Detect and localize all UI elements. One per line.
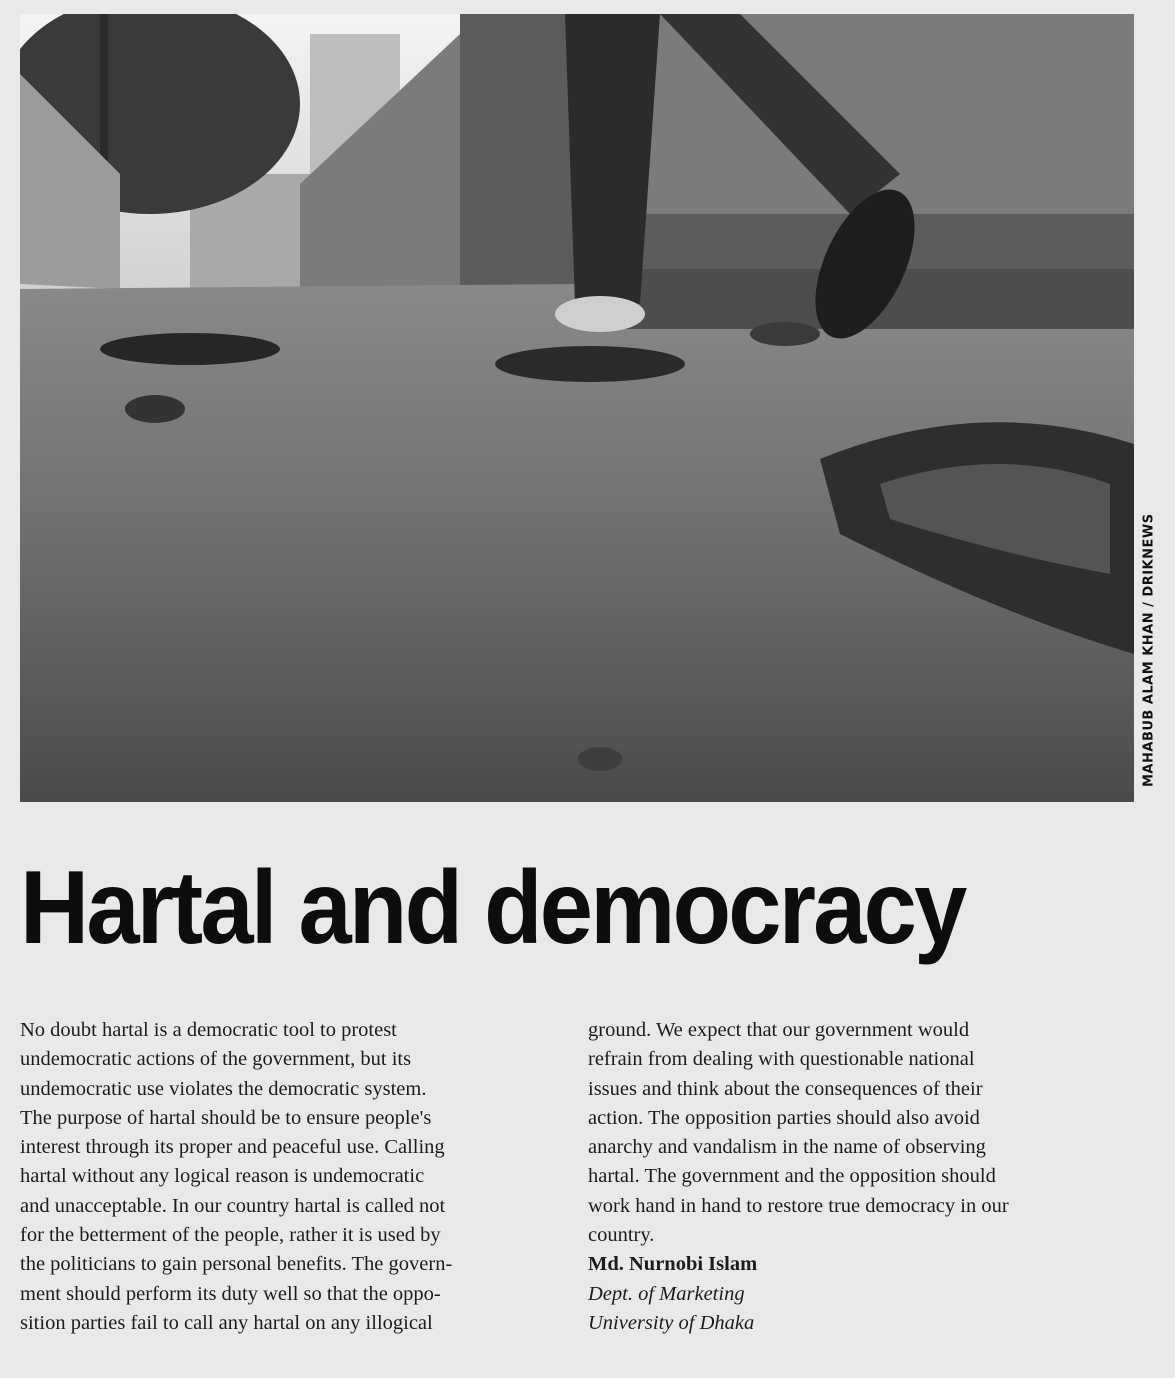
article-line: The purpose of hartal should be to ensure people's	[20, 1106, 432, 1129]
news-photo	[20, 14, 1134, 802]
article-line: hartal. The government and the opposition should	[588, 1165, 996, 1188]
article-line: country.	[588, 1224, 655, 1247]
article-line: interest through its proper and peaceful use. Calling	[20, 1136, 445, 1159]
article-line: No doubt hartal is a democratic tool to protest	[20, 1019, 397, 1041]
article-line: for the betterment of the people, rather it is used by	[20, 1224, 441, 1247]
article-column-left	[20, 1016, 568, 1338]
author-name: Md. Nurnobi Islam	[588, 1253, 758, 1276]
article-line: anarchy and vandalism in the name of observing	[588, 1136, 986, 1159]
author-university: University of Dhaka	[588, 1311, 755, 1334]
article-line: hartal without any logical reason is undemocratic	[20, 1165, 425, 1188]
article-column-right	[588, 1016, 1144, 1338]
article-line: work hand in hand to restore true democracy in our	[588, 1194, 1009, 1217]
article-line: action. The opposition parties should also avoid	[588, 1106, 980, 1129]
photo-credit-text: MAHABUB ALAM KHAN / DRIKNEWS	[1141, 513, 1157, 787]
article-line: ground. We expect that our government would	[588, 1019, 970, 1041]
article-line: ment should perform its duty well so that the oppo-	[20, 1282, 441, 1305]
article-line: undemocratic actions of the government, but its	[20, 1048, 412, 1071]
article-line: the politicians to gain personal benefits. The govern-	[20, 1253, 453, 1276]
headline: Hartal and democracy	[20, 850, 965, 966]
photo-credit	[1138, 14, 1160, 802]
article-line: refrain from dealing with questionable national	[588, 1048, 975, 1071]
author-department: Dept. of Marketing	[588, 1282, 745, 1305]
article-line: sition parties fail to call any hartal on any illogical	[20, 1311, 433, 1334]
article-line: issues and think about the consequences of their	[588, 1077, 983, 1100]
article-line: undemocratic use violates the democratic system.	[20, 1077, 427, 1100]
article-line: and unacceptable. In our country hartal is called not	[20, 1194, 446, 1217]
